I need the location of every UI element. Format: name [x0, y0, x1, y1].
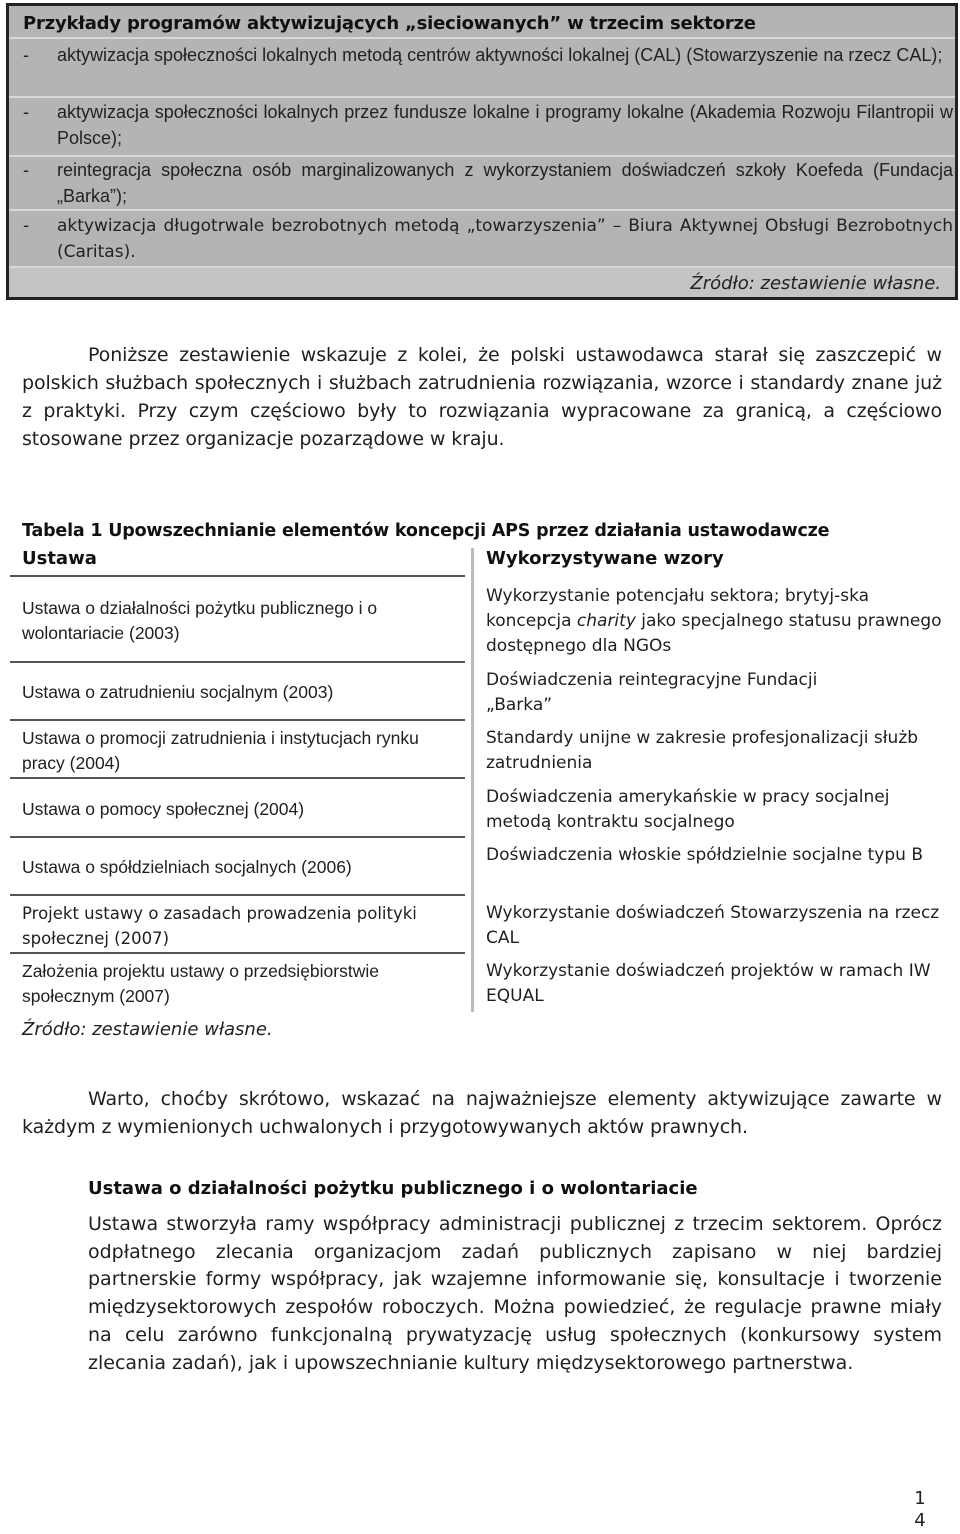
- table-cell-model: Doświadczenia włoskie spółdzielnie socjalne typu B: [486, 845, 923, 865]
- paragraph-3: Ustawa stworzyła ramy współpracy administracji publicznej z trzecim sektorem. Oprócz odpłatnego zlecania organizacjom zadań publicznych zapisano w niej bardziej partnerskie formy współpracy, jak wzajemne informowanie się, konsultacje i tworzenie międzysektorowych zespołów roboczych. Można powiedzieć, że regulacje prawne miały na celu zarówno funkcjonalną prywatyzację usług społecznych (konkursowy system zlecania zadań), jak i upowszechnianie kultury międzysektorowego partnerstwa.: [88, 1213, 942, 1374]
- box-divider: [9, 96, 955, 98]
- table-cell-model: Wykorzystanie doświadczeń Stowarzyszenia na rzecz CAL: [486, 903, 940, 948]
- table-header-law: Ustawa: [22, 548, 97, 569]
- bullet-text: aktywizacja społeczności lokalnych przez fundusze lokalne i programy lokalne (Akademia Rozwoju Filantropii w Polsce);: [57, 102, 953, 148]
- model-text: jako specjalnego statusu prawnego dostępnego dla NGOs: [486, 611, 942, 656]
- page-number-line: 1: [914, 1488, 926, 1509]
- box-bullet: [23, 157, 953, 209]
- row-separator: [10, 894, 465, 896]
- table-cell-law: Ustawa o pomocy społecznej (2004): [22, 799, 305, 819]
- table-caption: Tabela 1 Upowszechnianie elementów koncepcji APS przez działania ustawodawcze: [22, 521, 830, 541]
- table-cell-model: [486, 584, 946, 659]
- row-separator: [10, 836, 465, 838]
- page-number: [910, 1488, 930, 1532]
- table-cell-model: Doświadczenia amerykańskie w pracy socjalnej metodą kontraktu socjalnego: [486, 787, 890, 832]
- bullet-dash: -: [23, 160, 29, 180]
- box-divider: [9, 209, 955, 211]
- box-source: Źródło: zestawienie własne.: [690, 273, 941, 294]
- table-cell-law: Ustawa o działalności pożytku publicznego i o wolontariacie (2003): [22, 598, 378, 643]
- model-text: Wykorzystanie potencjału sektora; brytyj-ska koncepcja: [486, 586, 870, 631]
- bullet-text: aktywizacja długotrwale bezrobotnych metodą „towarzyszenia” – Biura Aktywnej Obsługi Bezrobotnych (Caritas).: [57, 216, 953, 262]
- table-cell-law: Projekt ustawy o zasadach prowadzenia polityki społecznej (2007): [22, 904, 417, 948]
- table-cell-law: Założenia projektu ustawy o przedsiębiorstwie społecznym (2007): [22, 961, 379, 1006]
- section-heading: Ustawa o działalności pożytku publicznego i o wolontariacie: [88, 1178, 698, 1199]
- row-separator: [10, 777, 465, 779]
- table-source: Źródło: zestawienie własne.: [22, 1019, 273, 1040]
- box-divider: [9, 266, 955, 268]
- bullet-dash: -: [23, 45, 29, 65]
- table-header-models: Wykorzystywane wzory: [486, 548, 724, 569]
- bullet-text: aktywizacja społeczności lokalnych metodą centrów aktywności lokalnej (CAL) (Stowarzyszenie na rzecz CAL);: [57, 45, 943, 65]
- paragraph-1: [22, 341, 942, 453]
- paragraph-1-text: Poniższe zestawienie wskazuje z kolei, że polski ustawodawca starał się zaszczepić w polskich służbach społecznych i służbach zatrudnienia rozwiązania, wzorce i standardy znane już z praktyki. Przy czym częściowo były to rozwiązania wypracowane za granicą, a częściowo stosowane przez organizacje pozarządowe w kraju.: [22, 344, 942, 450]
- table-cell-model: Doświadczenia reintegracyjne Fundacji „Barka”: [486, 670, 818, 715]
- row-separator: [10, 661, 465, 663]
- bullet-dash: -: [23, 216, 30, 236]
- table-cell-law: Ustawa o zatrudnieniu socjalnym (2003): [22, 682, 334, 702]
- header-underline: [10, 575, 465, 577]
- table-cell-model: Wykorzystanie doświadczeń projektów w ramach IW EQUAL: [486, 961, 931, 1006]
- box-bullet: [23, 99, 953, 151]
- box-title: Przykłady programów aktywizujących „sieciowanych” w trzecim sektorze: [23, 13, 756, 34]
- column-divider: [471, 548, 474, 1012]
- bullet-text: reintegracja społeczna osób marginalizowanych z wykorzystaniem doświadczeń szkoły Koefeda (Fundacja „Barka”);: [57, 160, 953, 206]
- paragraph-2: [22, 1085, 942, 1141]
- table-cell-law: Ustawa o spółdzielniach socjalnych (2006): [22, 857, 352, 877]
- row-separator: [10, 952, 465, 954]
- box-divider: [9, 37, 955, 39]
- page-number-line: 4: [914, 1510, 926, 1531]
- box-bullet: [23, 42, 953, 68]
- table-cell-model: Standardy unijne w zakresie profesjonalizacji służb zatrudnienia: [486, 728, 919, 773]
- box-bullet: [23, 213, 953, 265]
- row-separator: [10, 719, 465, 721]
- paragraph-2-text: Warto, choćby skrótowo, wskazać na najważniejsze elementy aktywizujące zawarte w każdym z wymienionych uchwalonych i przygotowywanych aktów prawnych.: [22, 1088, 942, 1138]
- table-cell-law: Ustawa o promocji zatrudnienia i instytucjach rynku pracy (2004): [22, 728, 419, 773]
- model-emphasis: charity: [576, 611, 636, 631]
- examples-box: [6, 3, 958, 300]
- bullet-dash: -: [23, 102, 29, 122]
